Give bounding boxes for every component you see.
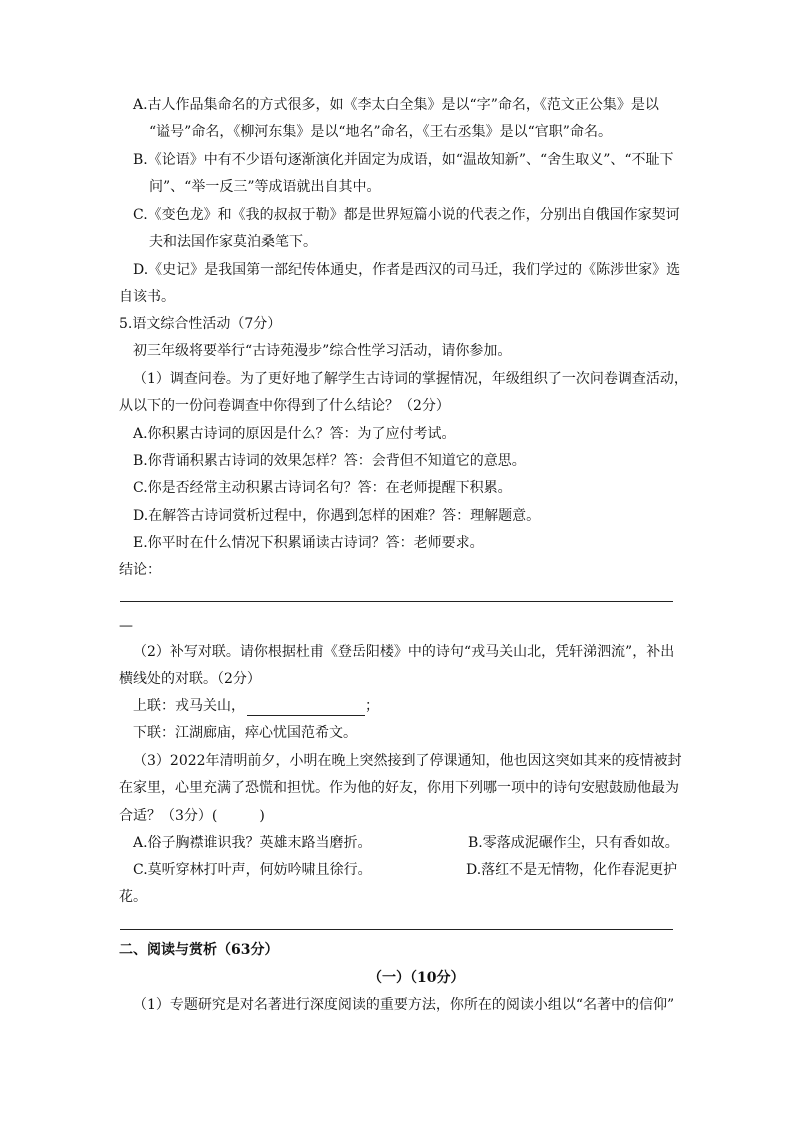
choice-b[interactable]: B.零落成泥碾作尘，只有香如故。: [468, 835, 679, 851]
q5-part3-line2: 在家里，心里充满了恐慌和担忧。作为他的好友，你用下列哪一项中的诗句安慰鼓励他最为: [119, 780, 679, 796]
choice-d[interactable]: D.落红不是无情物，化作春泥更护: [466, 862, 678, 878]
q4-option-a-line1: A.古人作品集命名的方式很多，如《李太白全集》是以“字”命名，《范文正公集》是以: [133, 97, 659, 113]
section2-subheading: （一）（10分）: [368, 970, 465, 986]
q4-option-c-line1: C.《变色龙》和《我的叔叔于勒》都是世界短篇小说的代表之作，分别出自俄国作家契诃: [133, 207, 680, 223]
survey-item-a: A.你积累古诗词的原因是什么？答：为了应付考试。: [133, 426, 456, 442]
q5-part1-line1: （1）调查问卷。为了更好地了解学生古诗词的掌握情况，年级组织了一次问卷调查活动，: [133, 371, 688, 387]
survey-item-e: E.你平时在什么情况下积累诵读古诗词？答：老师要求。: [133, 535, 484, 551]
choice-c[interactable]: C.莫听穿林打叶声，何妨吟啸且徐行。: [133, 862, 372, 878]
conclusion-dash: —: [119, 618, 133, 634]
q5-part1-line2: 从以下的一份问卷调查中你得到了什么结论？（2分）: [119, 398, 450, 414]
couplet-upper-prefix: 上联：戎马关山，: [133, 698, 245, 714]
survey-item-d: D.在解答古诗词赏析过程中，你遇到怎样的困难？答：理解题意。: [133, 508, 541, 524]
survey-item-c: C.你是否经常主动积累古诗词名句？答：在老师提醒下积累。: [133, 480, 512, 496]
q5-part3-line3: 合适？（3分）( ): [119, 808, 265, 824]
conclusion-label: 结论：: [119, 562, 161, 578]
choice-d-continued: 花。: [119, 889, 147, 905]
q5-part2-line2: 横线处的对联。（2分）: [119, 671, 261, 687]
q5-intro: 初三年级将要举行“古诗苑漫步”综合性学习活动，请你参加。: [133, 343, 512, 359]
couplet-lower: 下联：江湖廊庙，瘁心忧国范希文。: [133, 725, 357, 741]
q4-option-d-line2: 自该书。: [119, 289, 175, 305]
couplet-upper-blank[interactable]: [247, 701, 365, 716]
couplet-upper-suffix: ；: [365, 698, 379, 714]
survey-item-b: B.你背诵积累古诗词的效果怎样？答：会背但不知道它的意思。: [133, 453, 526, 469]
q4-option-d-line1: D.《史记》是我国第一部纪传体通史，作者是西汉的司马迁，我们学过的《陈涉世家》选: [133, 262, 681, 278]
q4-option-b-line1: B.《论语》中有不少语句逐渐演化并固定为成语，如“温故知新”、“舍生取义”、“不耻下: [133, 152, 674, 168]
conclusion-answer-line[interactable]: [120, 601, 673, 602]
q5-part3-line1: （3）2022年清明前夕，小明在晚上突然接到了停课通知，他也因这突如其来的疫情被封: [133, 753, 682, 769]
q4-option-a-line2: “谥号”命名，《柳河东集》是以“地名”命名，《王右丞集》是以“官职”命名。: [149, 124, 612, 140]
q4-option-b-line2: 问”、“举一反三”等成语就出自其中。: [149, 179, 381, 195]
section-divider: [120, 929, 673, 930]
q5-title: 5.语文综合性活动（7分）: [119, 316, 282, 332]
section2-heading: 二、阅读与赏析（63分）: [119, 942, 279, 958]
q4-option-c-line2: 夫和法国作家莫泊桑笔下。: [149, 234, 317, 250]
q5-part2-line1: （2）补写对联。请你根据杜甫《登岳阳楼》中的诗句“戎马关山北，凭轩涕泗流”，补出: [133, 644, 675, 660]
choice-a[interactable]: A.俗子胸襟谁识我？英雄末路当磨折。: [133, 835, 372, 851]
section2-q1-line1: （1）专题研究是对名著进行深度阅读的重要方法，你所在的阅读小组以“名著中的信仰”: [133, 997, 675, 1013]
couplet-upper: [133, 696, 379, 716]
